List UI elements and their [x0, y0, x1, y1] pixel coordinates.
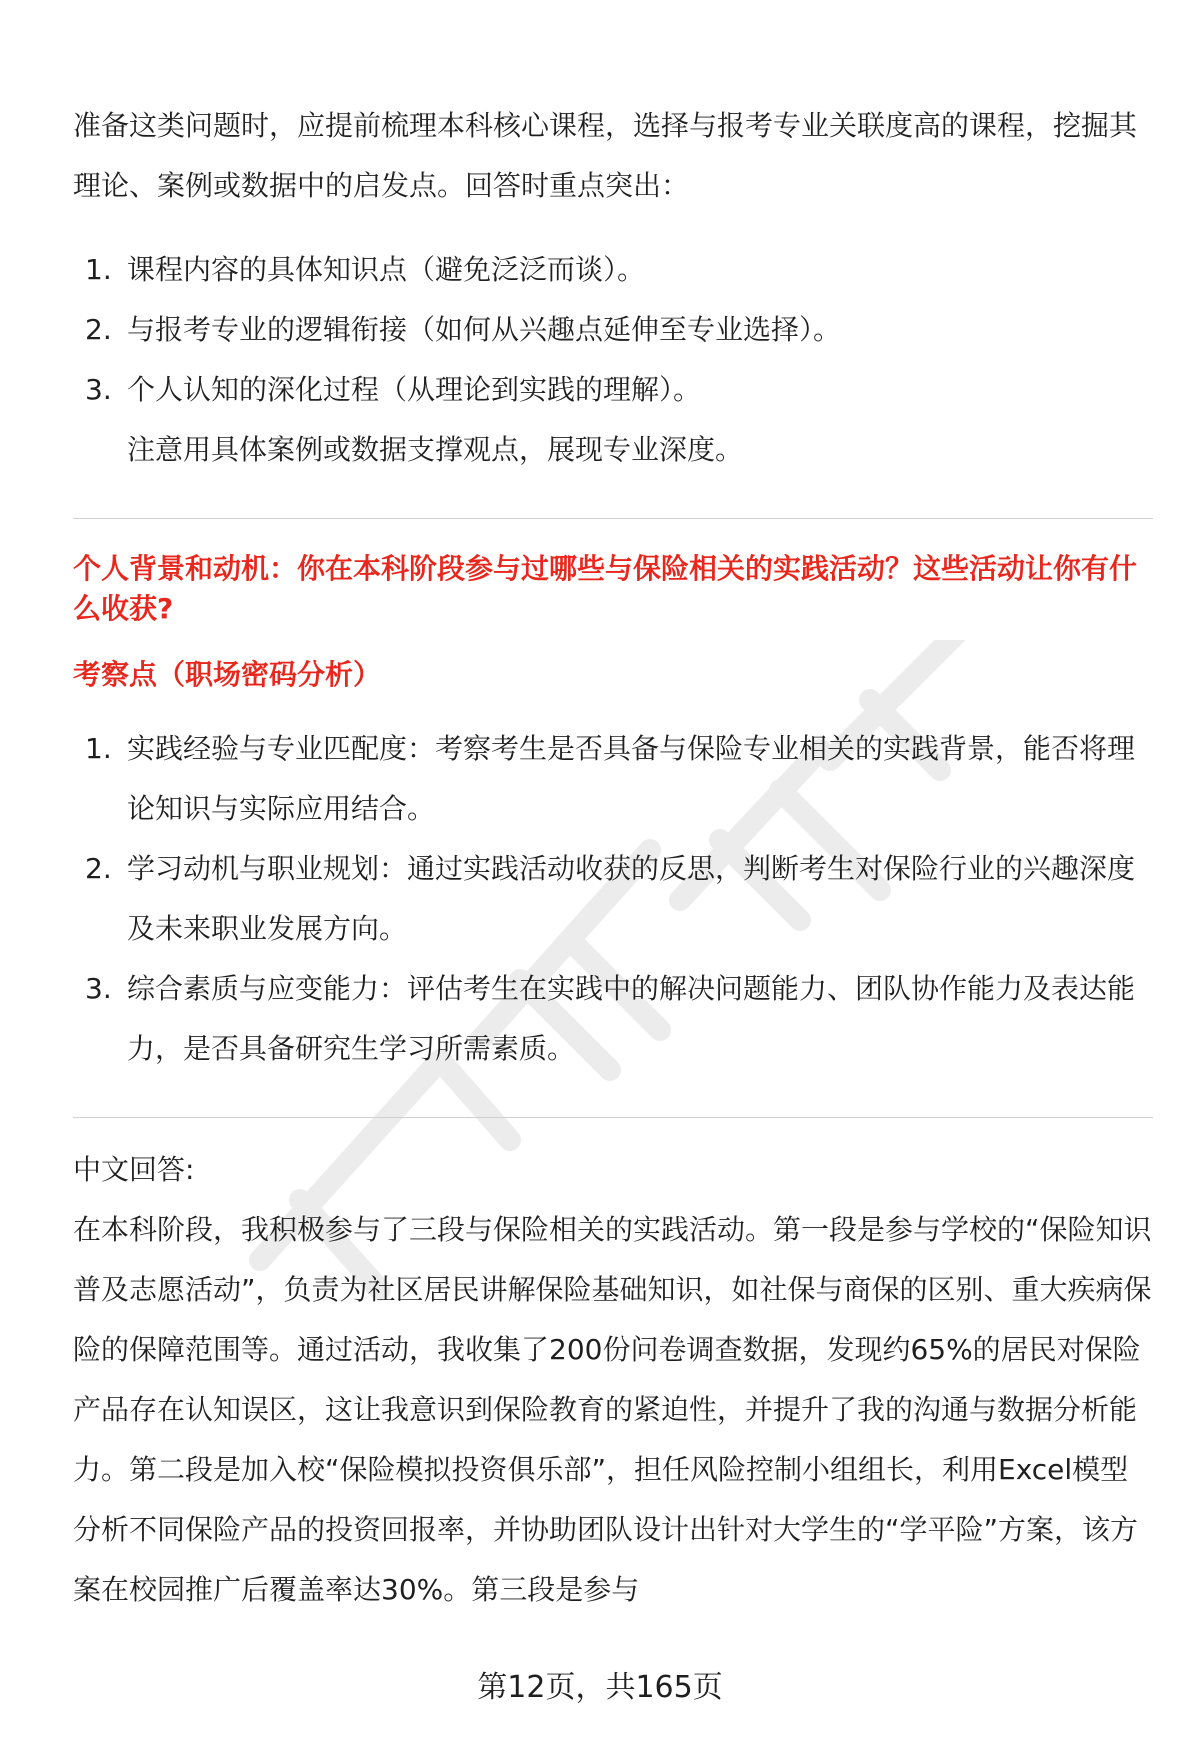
section-divider: [73, 1117, 1153, 1118]
list-number: 3.: [85, 972, 112, 1005]
list-text: 个人认知的深化过程（从理论到实践的理解）。: [127, 373, 702, 406]
list-number: 3.: [85, 373, 112, 406]
answer-label: 中文回答:: [73, 1153, 195, 1186]
list-text: 综合素质与应变能力：评估考生在实践中的解决问题能力、团队协作能力及表达能力，是否具备研究生学习所需素质。: [127, 972, 1136, 1065]
section-divider: [73, 518, 1153, 519]
list-item: [73, 360, 1153, 420]
answer-paragraph: 在本科阶段，我积极参与了三段与保险相关的实践活动。第一段是参与学校的“保险知识普及志愿活动”，负责为社区居民讲解保险基础知识，如社保与商保的区别、重大疾病保险的保障范围等。通过活动，我收集了200份问卷调查数据，发现约65%的居民对保险产品存在认知误区，这让我意识到保险教育的紧迫性，并提升了我的沟通与数据分析能力。第二段是加入校“保险模拟投资俱乐部”，担任风险控制小组组长，利用Excel模型分析不同保险产品的投资回报率，并协助团队设计出针对大学生的“学平险”方案，该方案在校园推广后覆盖率达30%。第三段是参与: [73, 1213, 1152, 1606]
question-heading: 个人背景和动机：你在本科阶段参与过哪些与保险相关的实践活动？这些活动让你有什么收获?: [73, 552, 1138, 625]
list-number: 1.: [85, 253, 112, 286]
list-text: 实践经验与专业匹配度：考察考生是否具备与保险专业相关的实践背景，能否将理论知识与实际应用结合。: [127, 732, 1136, 825]
list-item: [73, 240, 1153, 300]
intro-paragraph: 准备这类问题时，应提前梳理本科核心课程，选择与报考专业关联度高的课程，挖掘其理论、案例或数据中的启发点。回答时重点突出：: [73, 109, 1138, 202]
key-points-list: [73, 240, 1153, 420]
list-item: [73, 959, 1153, 1079]
list-number: 2.: [85, 852, 112, 885]
list-text: 课程内容的具体知识点（避免泛泛而谈）。: [127, 253, 646, 286]
list-text: 学习动机与职业规划：通过实践活动收获的反思，判断考生对保险行业的兴趣深度及未来职业发展方向。: [127, 852, 1136, 945]
list-number: 1.: [85, 732, 112, 765]
note-text: 注意用具体案例或数据支撑观点，展现专业深度。: [127, 433, 744, 466]
document-page: [73, 96, 1153, 1620]
list-item: [73, 300, 1153, 360]
list-text: 与报考专业的逻辑衔接（如何从兴趣点延伸至专业选择）。: [127, 313, 842, 346]
list-item: [73, 719, 1153, 839]
list-item: [73, 839, 1153, 959]
page-footer: 第12页，共165页: [477, 1670, 723, 1705]
focus-points-list: [73, 719, 1153, 1079]
focus-heading: 考察点（职场密码分析）: [73, 658, 382, 691]
list-number: 2.: [85, 313, 112, 346]
